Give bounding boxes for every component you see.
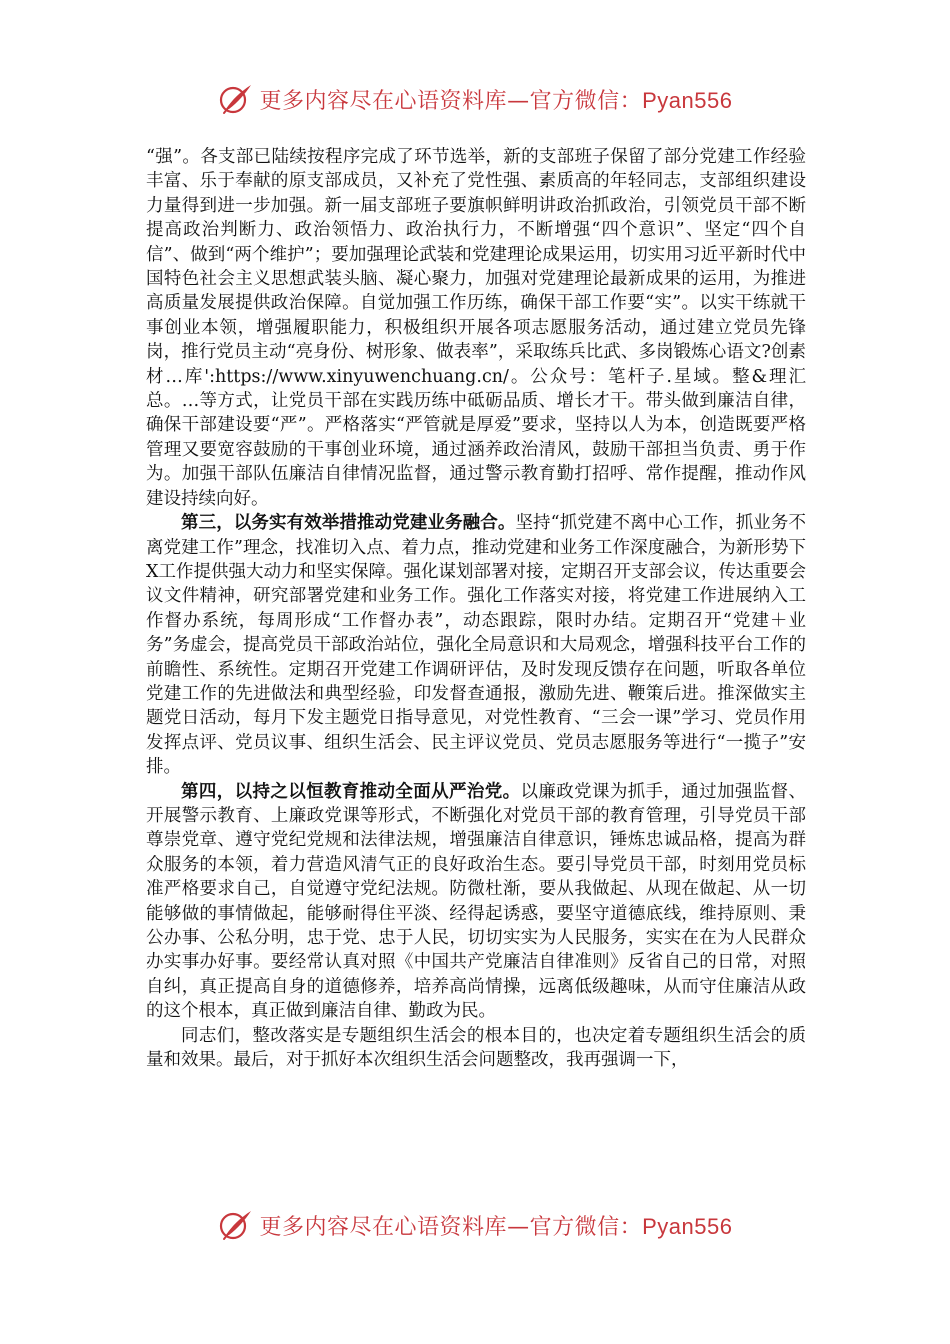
header-watermark-banner: [0, 82, 950, 116]
watermark-brand: 更多内容尽在心语资料库: [259, 88, 508, 114]
paragraph: [146, 780, 806, 1024]
paragraph-heading: 第三，以务实有效举措推动党建业务融合。: [181, 513, 516, 534]
paragraph: [146, 1024, 806, 1073]
watermark-dash: —: [507, 88, 530, 114]
paragraph-text: 坚持“抓党建不离中心工作，抓业务不离党建工作”理念，找准切入点、着力点，推动党建和业务工作深度融合，为新形势下X工作提供强大动力和坚实保障。强化谋划部署对接，定期召开支部会议，传达重要会议文件精神，研究部署党建和业务工作。强化工作落实对接，将党建工作进展纳入工作督办系统，每周形成“工作督办表”，动态跟踪，限时办结。定期召开“党建＋业务”务虚会，提高党员干部政治站位，强化全局意识和大局观念，增强科技平台工作的前瞻性、系统性。定期召开党建工作调研评估，及时发现反馈存在问题，听取各单位党建工作的先进做法和典型经验，印发督查通报，激励先进、鞭策后进。推深做实主题党日活动，每月下发主题党日指导意见，对党性教育、“三会一课”学习、党员作用发挥点评、党员议事、组织生活会、民主评议党员、党员志愿服务等进行“一揽子”安排。: [146, 513, 807, 778]
watermark-text: [260, 84, 733, 115]
paragraph-text: 以廉政党课为抓手，通过加强监督、开展警示教育、上廉政党课等形式，不断强化对党员干部的教育管理，引导党员干部尊崇党章、遵守党纪党规和法律法规，增强廉洁自律意识，锤炼忠诚品格，提高为群众服务的本领，着力营造风清气正的良好政治生态。要引导党员干部，时刻用党员标准严格要求自己，自觉遵守党纪法规。防微杜渐，要从我做起、从现在做起、从一切能够做的事情做起，能够耐得住平淡、经得起诱惑，要坚守道德底线，维持原则、秉公办事、公私分明，忠于党、忠于人民，切切实实为人民服务，实实在在为人民群众办实事办好事。要经常认真对照《中国共产党廉洁自律准则》反省自己的日常，对照自纠，真正提高自身的道德修养，培养高尚情操，远离低级趣味，从而守住廉洁从政的这个根本，真正做到廉洁自律、勤政为民。: [146, 781, 806, 1022]
footer-watermark-banner: [0, 1208, 950, 1242]
document-body: [146, 145, 806, 1072]
paragraph: [146, 511, 806, 779]
watermark-wechat-id: Pyan556: [642, 87, 733, 113]
paragraph-heading: 第四，以持之以恒教育推动全面从严治党。: [181, 781, 521, 802]
watermark-wechat-id: Pyan556: [642, 1213, 733, 1239]
paragraph-text: “强”。各支部已陆续按程序完成了环节选举，新的支部班子保留了部分党建工作经验丰富、乐于奉献的原支部成员，又补充了党性强、素质高的年轻同志，支部组织建设力量得到进一步加强。新一届支部班子要旗帜鲜明讲政治抓政治，引领党员干部不断提高政治判断力、政治领悟力、政治执行力，不断增强“四个意识”、坚定“四个自信”、做到“两个维护”；要加强理论武装和党建理论成果运用，切实用习近平新时代中国特色社会主义思想武装头脑、凝心聚力，加强对党建理论最新成果的运用，为推进高质量发展提供政治保障。自觉加强工作历练，确保干部工作要“实”。以实干练就干事创业本领，增强履职能力，积极组织开展各项志愿服务活动，通过建立党员先锋岗，推行党员主动“亮身份、树形象、做表率”，采取练兵比武、多岗锻炼心语文?创素材…库':https://www.xinyuwenchuang.cn/。公众号：笔杆子.星域。整&理汇总。…等方式，让党员干部在实践历练中砥砺品质、增长才干。带头做到廉洁自律，确保干部建设要“严”。严格落实“严管就是厚爱”要求，坚持以人为本，创造既要严格管理又要宽容鼓励的干事创业环境，通过涵养政治清风，鼓励干部担当负责、勇于作为。加强干部队伍廉洁自律情况监督，通过警示教育勤打招呼、常作提醒，推动作风建设持续向好。: [146, 147, 806, 509]
paragraph-text: 同志们，整改落实是专题组织生活会的根本目的，也决定着专题组织生活会的质量和效果。最后，对于抓好本次组织生活会问题整改，我再强调一下，: [146, 1025, 806, 1071]
watermark-wechat-label: 官方微信：: [529, 88, 643, 114]
watermark-text: [260, 1210, 733, 1241]
watermark-dash: —: [507, 1214, 530, 1240]
quill-pen-logo-icon: [218, 82, 254, 116]
paragraph: [146, 145, 806, 511]
watermark-brand: 更多内容尽在心语资料库: [259, 1214, 508, 1240]
watermark-wechat-label: 官方微信：: [529, 1214, 643, 1240]
quill-pen-logo-icon: [218, 1208, 254, 1242]
